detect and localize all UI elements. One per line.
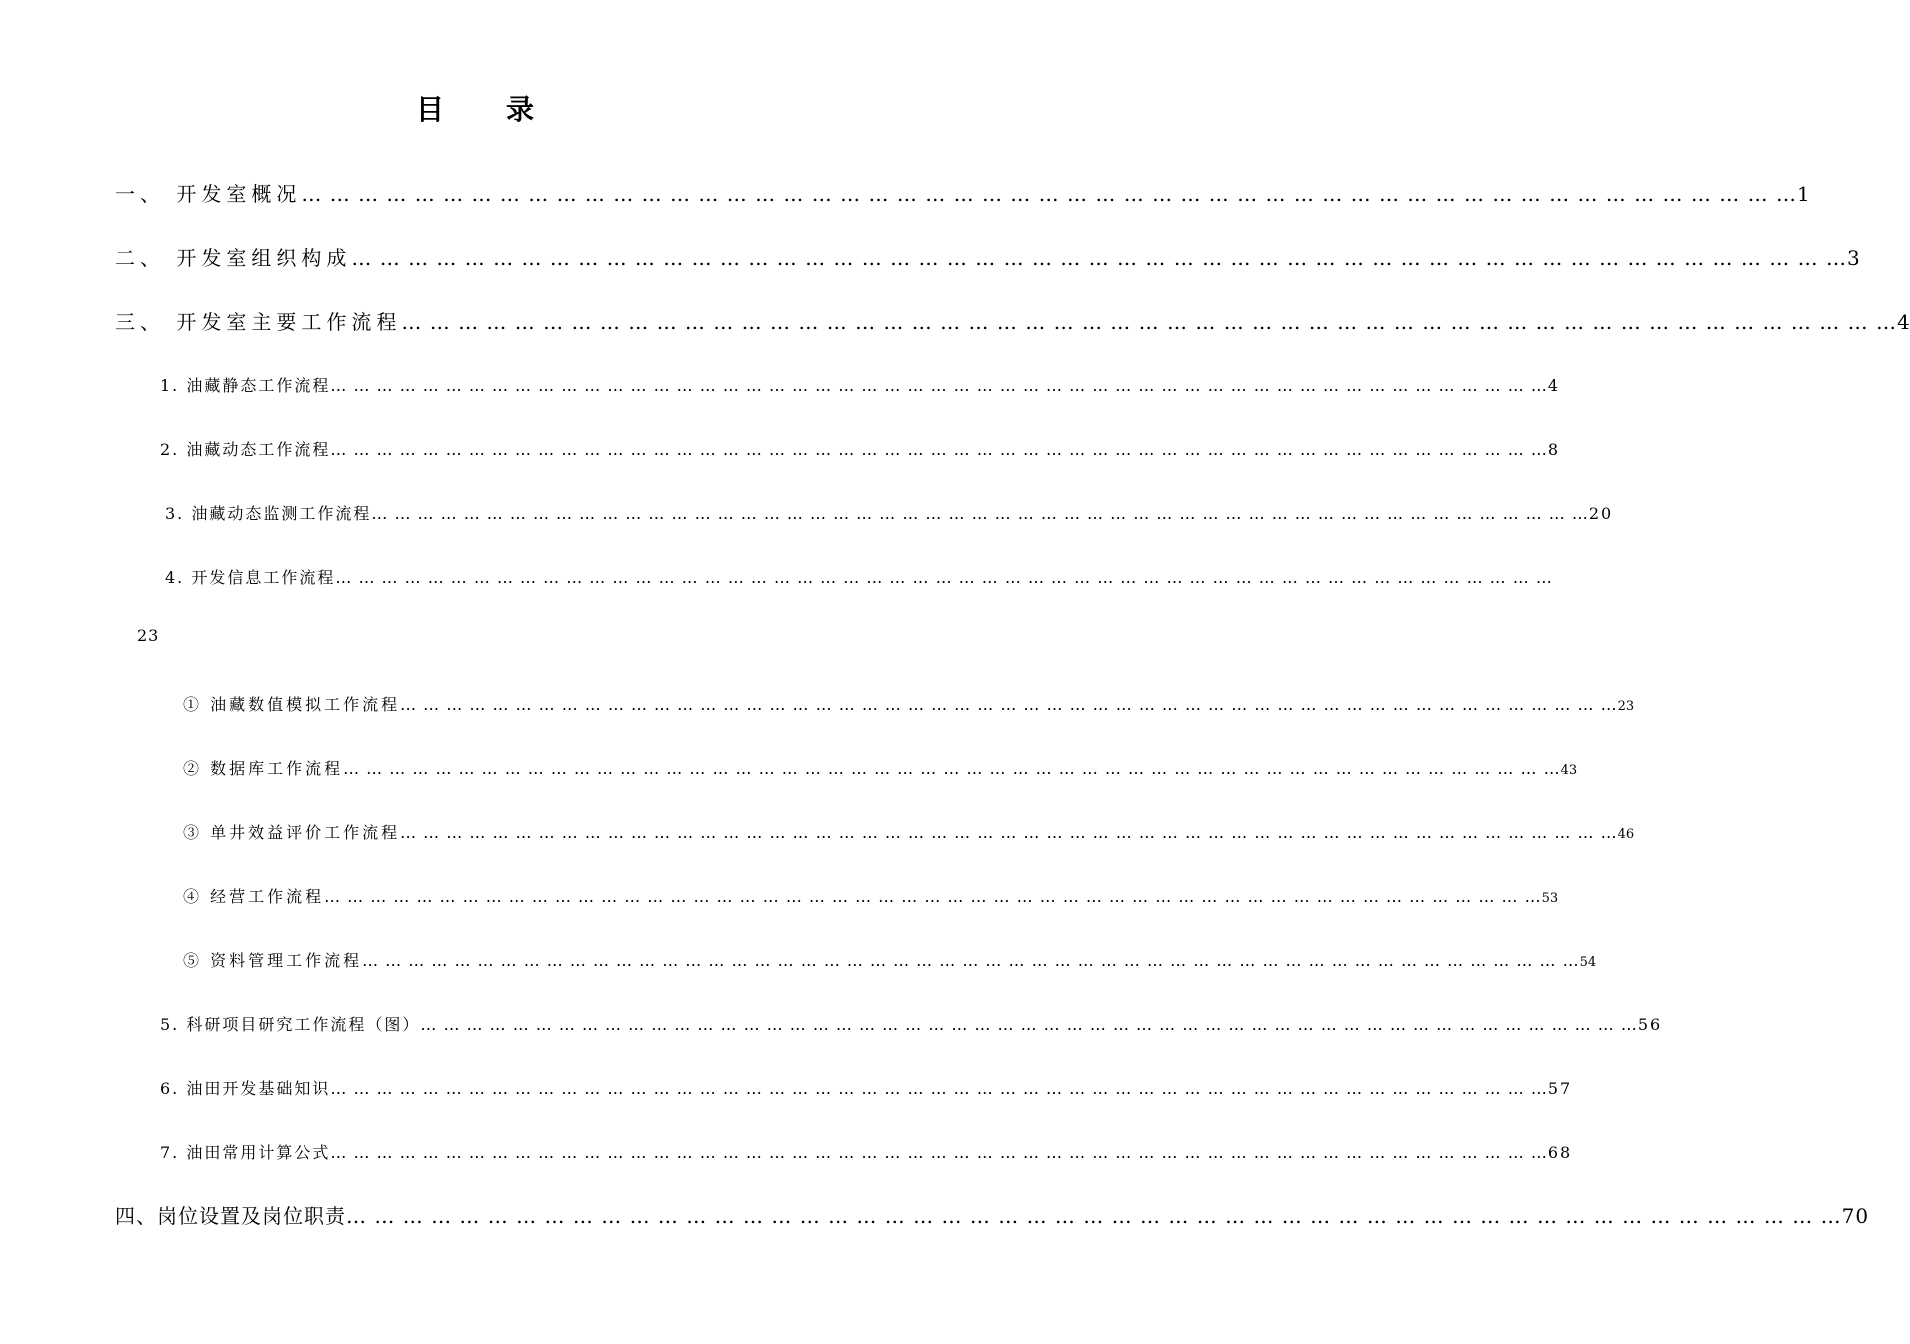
toc-entry-label: 四、岗位设置及岗位职责 [115,1204,346,1228]
toc-entry-label: 4. 开发信息工作流程 [165,568,336,587]
toc-entry-3-4-1[interactable] [183,692,1635,715]
toc-entry-label: ② 数据库工作流程 [183,759,344,778]
toc-entry-page: 57 [1547,1079,1573,1098]
toc-entry-3-4[interactable] [165,565,1553,588]
toc-entry-page: 56 [1637,1015,1663,1034]
toc-entry-page: 3 [1846,246,1860,270]
toc-entry-label: 三、 开发室主要工作流程 [115,310,402,334]
toc-entry-page: 23 [1617,699,1635,714]
title-char-1: 目 [415,93,444,126]
toc-entry-page: 4 [1547,376,1561,395]
toc-entry-1[interactable] [115,178,1810,207]
toc-entry-label: ④ 经营工作流程 [183,887,325,906]
toc-leader: … … … … … … … … … … … … … … … … … … … … … … … … … … … … … … … … … … … … … … … … … … … … … … … … … … … … … [371,504,1589,523]
toc-entry-page: 53 [1541,891,1559,906]
toc-entry-label: ① 油藏数值模拟工作流程 [183,695,401,714]
toc-entry-page: 4 [1896,310,1910,334]
toc-entry-3-4-5[interactable] [183,948,1597,971]
toc-leader: … … … … … … … … … … … … … … … … … … … … … … … … … … … … … … … … … … … … … … … … … … … … … … … … … … … … … [301,182,1797,206]
toc-entry-label: 3. 油藏动态监测工作流程 [165,504,372,523]
page-title [0,88,950,128]
toc-entry-label: 一、 开发室概况 [115,182,302,206]
toc-entry-page: 8 [1547,440,1561,459]
toc-entry-label: 7. 油田常用计算公式 [160,1143,331,1162]
toc-entry-3-4-2[interactable] [183,756,1578,779]
toc-entry-3-3[interactable] [165,501,1614,524]
toc-entry-page: 43 [1560,763,1578,778]
toc-entry-3-5[interactable] [160,1012,1663,1035]
toc-leader: … … … … … … … … … … … … … … … … … … … … … … … … … … … … … … … … … … … … … … … … … … … … … … … … … … … … … [330,440,1548,459]
toc-entry-3[interactable] [115,306,1910,335]
toc-entry-label: 二、 开发室组织构成 [115,246,352,270]
toc-entry-label: 2. 油藏动态工作流程 [160,440,331,459]
toc-entry-page: 1 [1796,182,1810,206]
title-char-2: 录 [506,93,535,126]
toc-leader: … … … … … … … … … … … … … … … … … … … … … … … … … … … … … … … … … … … … … … … … … … … … … … … … … … … … … [351,246,1847,270]
toc-leader: … … … … … … … … … … … … … … … … … … … … … … … … … … … … … … … … … … … … … … … … … … … … … … … … … … … … … [330,376,1548,395]
toc-entry-3-4-4[interactable] [183,884,1559,907]
toc-entry-2[interactable] [115,242,1860,271]
toc-leader: … … … … … … … … … … … … … … … … … … … … … … … … … … … … … … … … … … … … … … … … … … … … … … … … … … … … … [362,951,1580,970]
toc-leader: … … … … … … … … … … … … … … … … … … … … … … … … … … … … … … … … … … … … … … … … … … … … … … … … … … … … … [343,759,1561,778]
toc-leader: … … … … … … … … … … … … … … … … … … … … … … … … … … … … … … … … … … … … … … … … … … … … … … … … … … … … … [324,887,1542,906]
toc-entry-page: 68 [1547,1143,1573,1162]
toc-entry-4[interactable] [115,1200,1870,1229]
toc-entry-page: 54 [1579,955,1597,970]
toc-leader: … … … … … … … … … … … … … … … … … … … … … … … … … … … … … … … … … … … … … … … … … … … … … … … … … … … … … [346,1204,1842,1228]
toc-leader: … … … … … … … … … … … … … … … … … … … … … … … … … … … … … … … … … … … … … … … … … … … … … … … … … … … … … [400,823,1618,842]
toc-entry-page: 23 [137,626,160,645]
toc-leader: … … … … … … … … … … … … … … … … … … … … … … … … … … … … … … … … … … … … … … … … … … … … … … … … … … … … … [335,568,1553,587]
toc-leader: … … … … … … … … … … … … … … … … … … … … … … … … … … … … … … … … … … … … … … … … … … … … … … … … … … … … … [400,695,1618,714]
toc-leader: … … … … … … … … … … … … … … … … … … … … … … … … … … … … … … … … … … … … … … … … … … … … … … … … … … … … … [330,1143,1548,1162]
toc-entry-3-2[interactable] [160,437,1561,460]
toc-entry-label: ③ 单井效益评价工作流程 [183,823,401,842]
toc-entry-3-6[interactable] [160,1076,1573,1099]
toc-entry-label: 5. 科研项目研究工作流程（图） [160,1015,421,1034]
toc-leader: … … … … … … … … … … … … … … … … … … … … … … … … … … … … … … … … … … … … … … … … … … … … … … … … … … … … … [330,1079,1548,1098]
toc-leader: … … … … … … … … … … … … … … … … … … … … … … … … … … … … … … … … … … … … … … … … … … … … … … … … … … … … … [401,310,1897,334]
toc-entry-label: 1. 油藏静态工作流程 [160,376,331,395]
toc-entry-page: 70 [1841,1204,1870,1228]
toc-entry-3-7[interactable] [160,1140,1573,1163]
toc-entry-label: 6. 油田开发基础知识 [160,1079,331,1098]
toc-entry-label: ⑤ 资料管理工作流程 [183,951,363,970]
toc-entry-3-1[interactable] [160,373,1561,396]
toc-entry-page: 20 [1588,504,1614,523]
toc-leader: … … … … … … … … … … … … … … … … … … … … … … … … … … … … … … … … … … … … … … … … … … … … … … … … … … … … … [420,1015,1638,1034]
toc-entry-3-4-3[interactable] [183,820,1635,843]
toc-entry-page: 46 [1617,827,1635,842]
